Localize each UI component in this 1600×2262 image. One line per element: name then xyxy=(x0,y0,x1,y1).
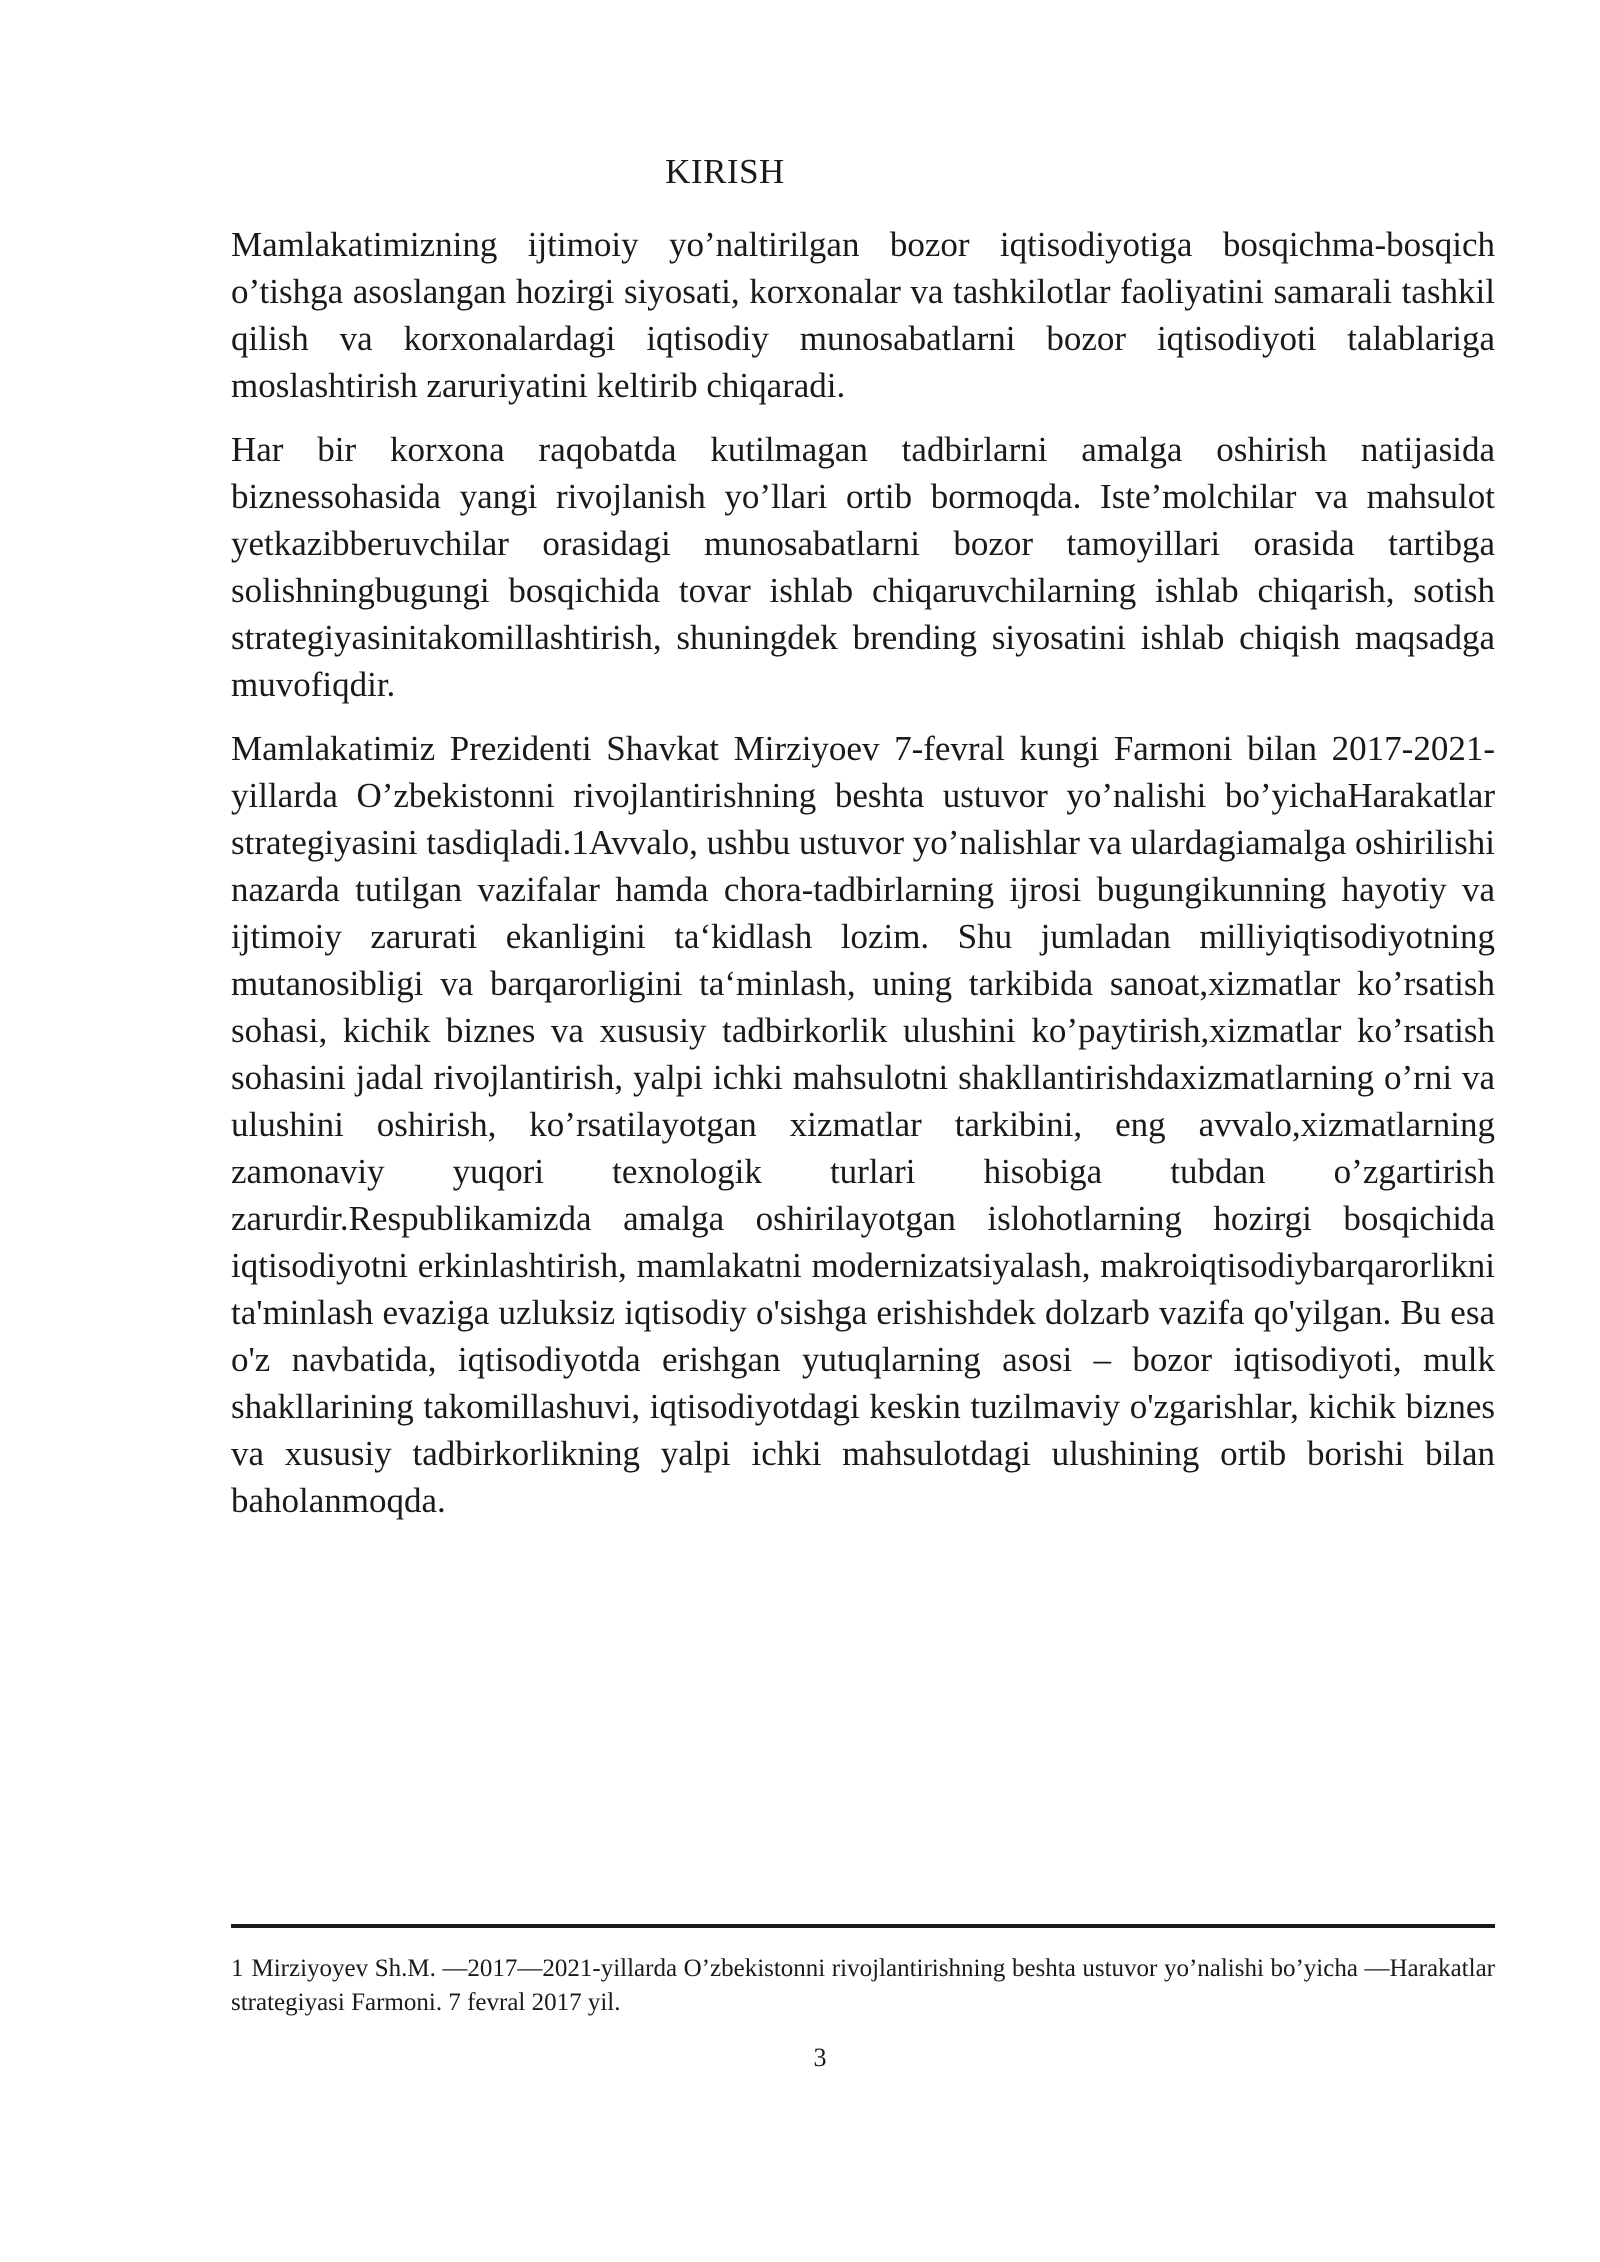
paragraph-1: Mamlakatimizning ijtimoiy yo’naltirilgan bozor iqtisodiyotiga bosqichma-bosqich o’tishga asoslangan hozirgi siyosati, korxonalar va tashkilotlar faoliyatini samarali tashkil qilish va korxonalardagi iqtisodiy munosabatlarni bozor iqtisodiyoti talablariga moslashtirish zaruriyatini keltirib chiqaradi. xyxy=(231,225,1495,405)
footnote xyxy=(231,1952,1495,2020)
footnote-text: Mirziyoyev Sh.M. ―2017―2021-yillarda O’zbekistonni rivojlantirishning beshta ustuvor yo’nalishi bo’yicha ―Harakatlar strategiyasi Farmoni. 7 fevral 2017 yil. xyxy=(231,1955,1495,2016)
footnote-number: 1 xyxy=(231,1955,244,1982)
paragraph-2: Har bir korxona raqobatda kutilmagan tadbirlarni amalga oshirish natijasida biznessohasida yangi rivojlanish yo’llari ortib bormoqda. Iste’molchilar va mahsulot yetkazibberuvchilar orasidagi munosabatlarni bozor tamoyillari orasida tartibga solishningbugungi bosqichida tovar ishlab chiqaruvchilarning ishlab chiqarish, sotish strategiyasinitakomillashtirish, shuningdek brending siyosatini ishlab chiqish maqsadga muvofiqdir. xyxy=(231,430,1495,704)
page-number: 3 xyxy=(813,2043,827,2072)
footnote-divider xyxy=(231,1924,1495,1928)
paragraph-3: Mamlakatimiz Prezidenti Shavkat Mirziyoev 7-fevral kungi Farmoni bilan 2017-2021-yillarda O’zbekistonni rivojlantirishning beshta ustuvor yo’nalishi bo’yichaHarakatlar strategiyasini tasdiqladi.1Avvalo, ushbu ustuvor yo’nalishlar va ulardagiamalga oshirilishi nazarda tutilgan vazifalar hamda chora-tadbirlarning ijrosi bugungikunning hayotiy va ijtimoiy zarurati ekanligini ta‘kidlash lozim. Shu jumladan milliyiqtisodiyotning mutanosibligi va barqarorligini ta‘minlash, uning tarkibida sanoat,xizmatlar ko’rsatish sohasi, kichik biznes va xususiy tadbirkorlik ulushini ko’paytirish,xizmatlar ko’rsatish sohasini jadal rivojlantirish, yalpi ichki mahsulotni shakllantirishdaxizmatlarning o’rni va ulushini oshirish, ko’rsatilayotgan xizmatlar tarkibini, eng avvalo,xizmatlarning zamonaviy yuqori texnologik turlari hisobiga tubdan o’zgartirish zarurdir.Respublikamizda amalga oshirilayotgan islohotlarning hozirgi bosqichida iqtisodiyotni erkinlashtirish, mamlakatni modernizatsiyalash, makroiqtisodiybarqarorlikni ta'minlash evaziga uzluksiz iqtisodiy o'sishga erishishdek dolzarb vazifa qo'yilgan. Bu esa o'z navbatida, iqtisodiyotda erishgan yutuqlarning asosi – bozor iqtisodiyoti, mulk shakllarining takomillashuvi, iqtisodiyotdagi keskin tuzilmaviy o'zgarishlar, kichik biznes va xususiy tadbirkorlikning yalpi ichki mahsulotdagi ulushining ortib borishi bilan baholanmoqda. xyxy=(231,729,1495,1520)
section-heading: KIRISH xyxy=(665,152,785,191)
body-text xyxy=(231,221,1495,1541)
